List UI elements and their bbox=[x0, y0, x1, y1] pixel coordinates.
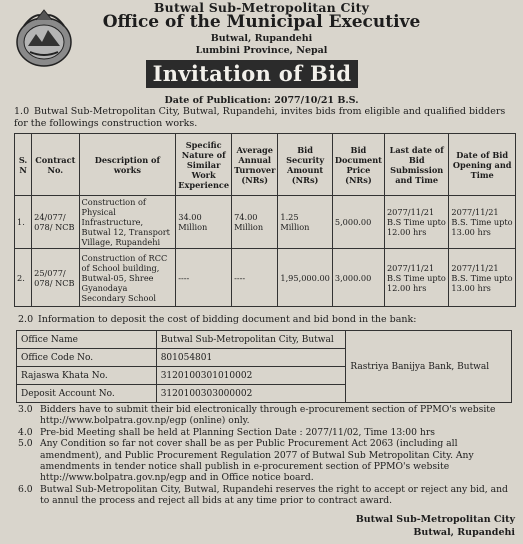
list-item bbox=[18, 404, 514, 427]
col-header-opening: Date of Bid Opening and Time bbox=[449, 134, 516, 196]
note-text: Bidders have to submit their bid electronically through e-procurement section of PPMO's website http://www.bolpatra.gov.np/egp (online) only. bbox=[40, 404, 496, 427]
row-price: 5,000.00 bbox=[332, 196, 384, 249]
notes-list bbox=[18, 404, 514, 507]
row-sn: 1. bbox=[15, 196, 32, 249]
table-row bbox=[15, 196, 516, 249]
bank-name: Rastriya Banijya Bank, Butwal bbox=[346, 331, 512, 403]
row-contract: 24/077/ 078/ NCB bbox=[32, 196, 79, 249]
intro-number: 1.0 bbox=[14, 106, 30, 117]
col-header-turnover: Average Annual Turnover (NRs) bbox=[232, 134, 278, 196]
row-opening: 2077/11/21 B.S. Time upto 13.00 hrs bbox=[449, 249, 516, 307]
row-security: 1.25 Million bbox=[278, 196, 332, 249]
row-description: Construction of RCC of School building, Butwal-05, Shree Gyanodaya Secondary School bbox=[79, 249, 176, 307]
info-label: Office Code No. bbox=[17, 349, 157, 367]
col-header-description: Description of works bbox=[79, 134, 176, 196]
note-number: 3.0 bbox=[18, 404, 33, 415]
signature-location: Butwal, Rupandehi bbox=[413, 527, 515, 538]
info-value: 3120100301010002 bbox=[156, 367, 346, 385]
bid-works-table bbox=[14, 133, 516, 307]
col-header-price: Bid Document Price (NRs) bbox=[332, 134, 384, 196]
table-header-row bbox=[15, 134, 516, 196]
note-number: 6.0 bbox=[18, 483, 33, 495]
row-security: 1,95,000.00 bbox=[278, 249, 332, 307]
note-number: 4.0 bbox=[18, 426, 33, 438]
notice-title-banner: Invitation of Bid bbox=[146, 60, 358, 88]
info-value: 801054801 bbox=[156, 349, 346, 367]
row-nature: 34.00 Million bbox=[176, 196, 232, 249]
row-submission: 2077/11/21 B.S Time upto 12.00 hrs bbox=[384, 249, 448, 307]
row-submission: 2077/11/21 B.S Time upto 12.00 hrs bbox=[384, 196, 448, 249]
bank-info-table bbox=[16, 330, 512, 403]
info-label: Office Name bbox=[17, 331, 157, 349]
info-section-number: 2.0 bbox=[18, 314, 34, 325]
info-label: Deposit Account No. bbox=[17, 385, 157, 403]
note-text: Any Condition so far not cover shall be as per Public Procurement Act 2063 (including all amendment), and Public Procurement Regulation 2077 of Butwal Sub Metropolitan City. Any amendments in tender notice shall publish in e-procurement section of PPMO's website http://www.bolpatra.gov.np/egp and in Office notice board. bbox=[40, 438, 474, 484]
list-item bbox=[18, 427, 514, 438]
info-label: Rajaswa Khata No. bbox=[17, 367, 157, 385]
intro-paragraph bbox=[14, 106, 514, 130]
note-text: Pre-bid Meeting shall be held at Planning Section Date : 2077/11/02, Time 13:00 hrs bbox=[40, 426, 435, 438]
info-value: Butwal Sub-Metropolitan City, Butwal bbox=[156, 331, 346, 349]
row-turnover: ---- bbox=[232, 249, 278, 307]
col-header-sn: S. N bbox=[15, 134, 32, 196]
col-header-security: Bid Security Amount (NRs) bbox=[278, 134, 332, 196]
col-header-submission: Last date of Bid Submission and Time bbox=[384, 134, 448, 196]
row-nature: ---- bbox=[176, 249, 232, 307]
list-item bbox=[18, 484, 514, 507]
table-row bbox=[17, 331, 512, 349]
note-number: 5.0 bbox=[18, 438, 33, 450]
signature-office: Butwal Sub-Metropolitan City bbox=[355, 514, 515, 525]
header-province: Lumbini Province, Nepal bbox=[195, 45, 328, 56]
header-city-name: Butwal Sub-Metropolitan City bbox=[153, 0, 370, 15]
row-turnover: 74.00 Million bbox=[232, 196, 278, 249]
col-header-contract: Contract No. bbox=[32, 134, 79, 196]
note-text: Butwal Sub-Metropolitan City, Butwal, Rupandehi reserves the right to accept or reject any bid, and to annul the process and reject all bids at any time prior to contract award. bbox=[40, 483, 508, 507]
list-item bbox=[18, 438, 514, 484]
row-description: Construction of Physical Infrastructure, Butwal 12, Transport Village, Rupandehi bbox=[79, 196, 176, 249]
info-section-title bbox=[18, 314, 417, 325]
table-row bbox=[15, 249, 516, 307]
col-header-nature: Specific Nature of Similar Work Experience bbox=[176, 134, 232, 196]
row-price: 3,000.00 bbox=[332, 249, 384, 307]
header-address: Butwal, Rupandehi bbox=[210, 33, 313, 44]
info-section-text: Information to deposit the cost of bidding document and bid bond in the bank: bbox=[38, 314, 417, 325]
info-value: 3120100303000002 bbox=[156, 385, 346, 403]
intro-text: Butwal Sub-Metropolitan City, Butwal, Rupandehi, invites bids from eligible and qualified bidders for the followings construction works. bbox=[14, 106, 506, 129]
row-sn: 2. bbox=[15, 249, 32, 307]
row-opening: 2077/11/21 B.S. Time upto 13.00 hrs bbox=[449, 196, 516, 249]
row-contract: 25/077/ 078/ NCB bbox=[32, 249, 79, 307]
publication-date: Date of Publication: 2077/10/21 B.S. bbox=[164, 95, 359, 106]
header-office-name: Office of the Municipal Executive bbox=[102, 12, 421, 32]
